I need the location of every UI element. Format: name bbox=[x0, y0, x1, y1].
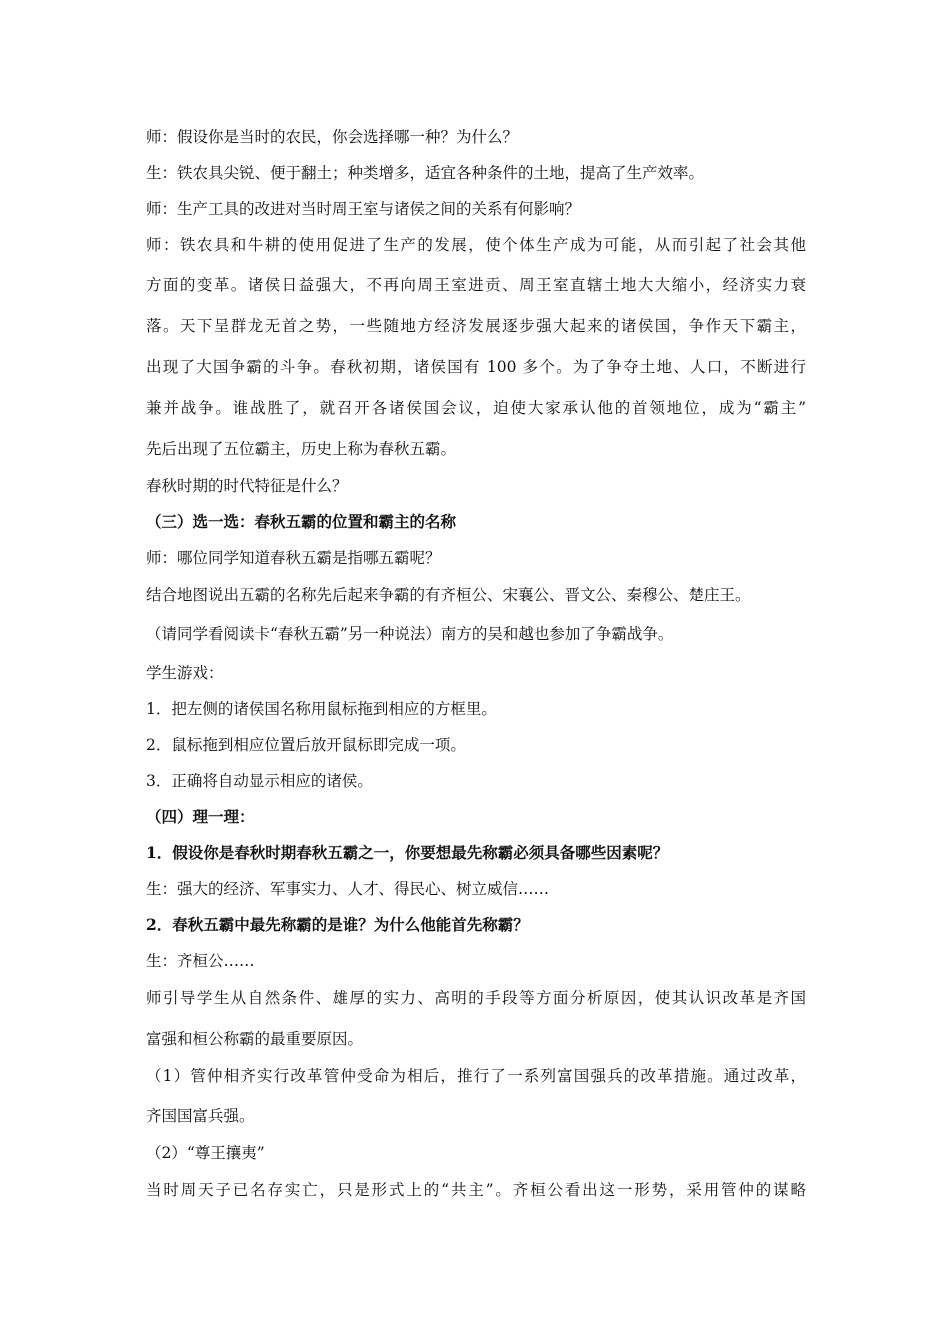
text-line-27: 齐国国富兵强。 bbox=[146, 1107, 255, 1125]
text-line-5: 方面的变革。诸侯日益强大，不再向周王室进贡、周王室直辖土地大大缩小，经济实力衰 bbox=[146, 276, 806, 294]
text-line-6: 落。天下呈群龙无首之势，一些随地方经济发展逐步强大起来的诸侯国，争作天下霸主， bbox=[146, 317, 806, 335]
question-2: 2．春秋五霸中最先称霸的是谁？为什么他能首先称霸？ bbox=[146, 915, 529, 934]
text-line-14: （请同学看阅读卡“春秋五霸”另一种说法）南方的吴和越也参加了争霸战争。 bbox=[146, 625, 674, 643]
text-line-2: 生：铁农具尖锐、便于翻土；种类增多，适宜各种条件的土地，提高了生产效率。 bbox=[146, 164, 705, 182]
text-line-9: 先后出现了五位霸主，历史上称为春秋五霸。 bbox=[146, 440, 457, 458]
answer-1: 生：强大的经济、军事实力、人才、得民心、树立威信…… bbox=[146, 880, 550, 898]
text-line-29: 当时周天子已名存实亡，只是形式上的“共主”。齐桓公看出这一形势，采用管仲的谋略 bbox=[146, 1181, 806, 1199]
text-line-24: 师引导学生从自然条件、雄厚的实力、高明的手段等方面分析原因，使其认识改革是齐国 bbox=[146, 989, 806, 1007]
text-line-12: 师：哪位同学知道春秋五霸是指哪五霸呢？ bbox=[146, 549, 441, 567]
text-line-25: 富强和桓公称霸的最重要原因。 bbox=[146, 1030, 364, 1048]
section-heading-3: （三）选一选：春秋五霸的位置和霸主的名称 bbox=[146, 512, 457, 531]
text-line-3: 师：生产工具的改进对当时周王室与诸侯之间的关系有何影响？ bbox=[146, 200, 581, 218]
text-line-4: 师：铁农具和牛耕的使用促进了生产的发展，使个体生产成为可能，从而引起了社会其他 bbox=[146, 236, 806, 254]
text-line-15: 学生游戏： bbox=[146, 664, 224, 682]
text-line-13: 结合地图说出五霸的名称先后起来争霸的有齐桓公、宋襄公、晋文公、秦穆公、楚庄王。 bbox=[146, 586, 751, 604]
text-line-7: 出现了大国争霸的斗争。春秋初期，诸侯国有 100 多个。为了争夺土地、人口，不断进行 bbox=[146, 358, 806, 376]
text-line-8: 兼并战争。谁战胜了，就召开各诸侯国会议，迫使大家承认他的首领地位，成为“霸主” bbox=[146, 399, 806, 417]
question-1: 1．假设你是春秋时期春秋五霸之一，你要想最先称霸必须具备哪些因素呢？ bbox=[146, 843, 669, 862]
game-step-3: 3．正确将自动显示相应的诸侯。 bbox=[146, 772, 373, 790]
game-step-2: 2．鼠标拖到相应位置后放开鼠标即完成一项。 bbox=[146, 736, 466, 754]
text-line-10: 春秋时期的时代特征是什么？ bbox=[146, 477, 348, 495]
section-heading-4: （四）理一理： bbox=[146, 807, 255, 826]
text-line-28: （2）“尊王攘夷” bbox=[146, 1144, 265, 1162]
text-line-26: （1）管仲相齐实行改革管仲受命为相后，推行了一系列富国强兵的改革措施。通过改革， bbox=[146, 1067, 806, 1085]
game-step-1: 1．把左侧的诸侯国名称用鼠标拖到相应的方框里。 bbox=[146, 700, 497, 718]
text-line-1: 师：假设你是当时的农民，你会选择哪一种？为什么？ bbox=[146, 128, 519, 146]
answer-2: 生：齐桓公…… bbox=[146, 952, 255, 970]
